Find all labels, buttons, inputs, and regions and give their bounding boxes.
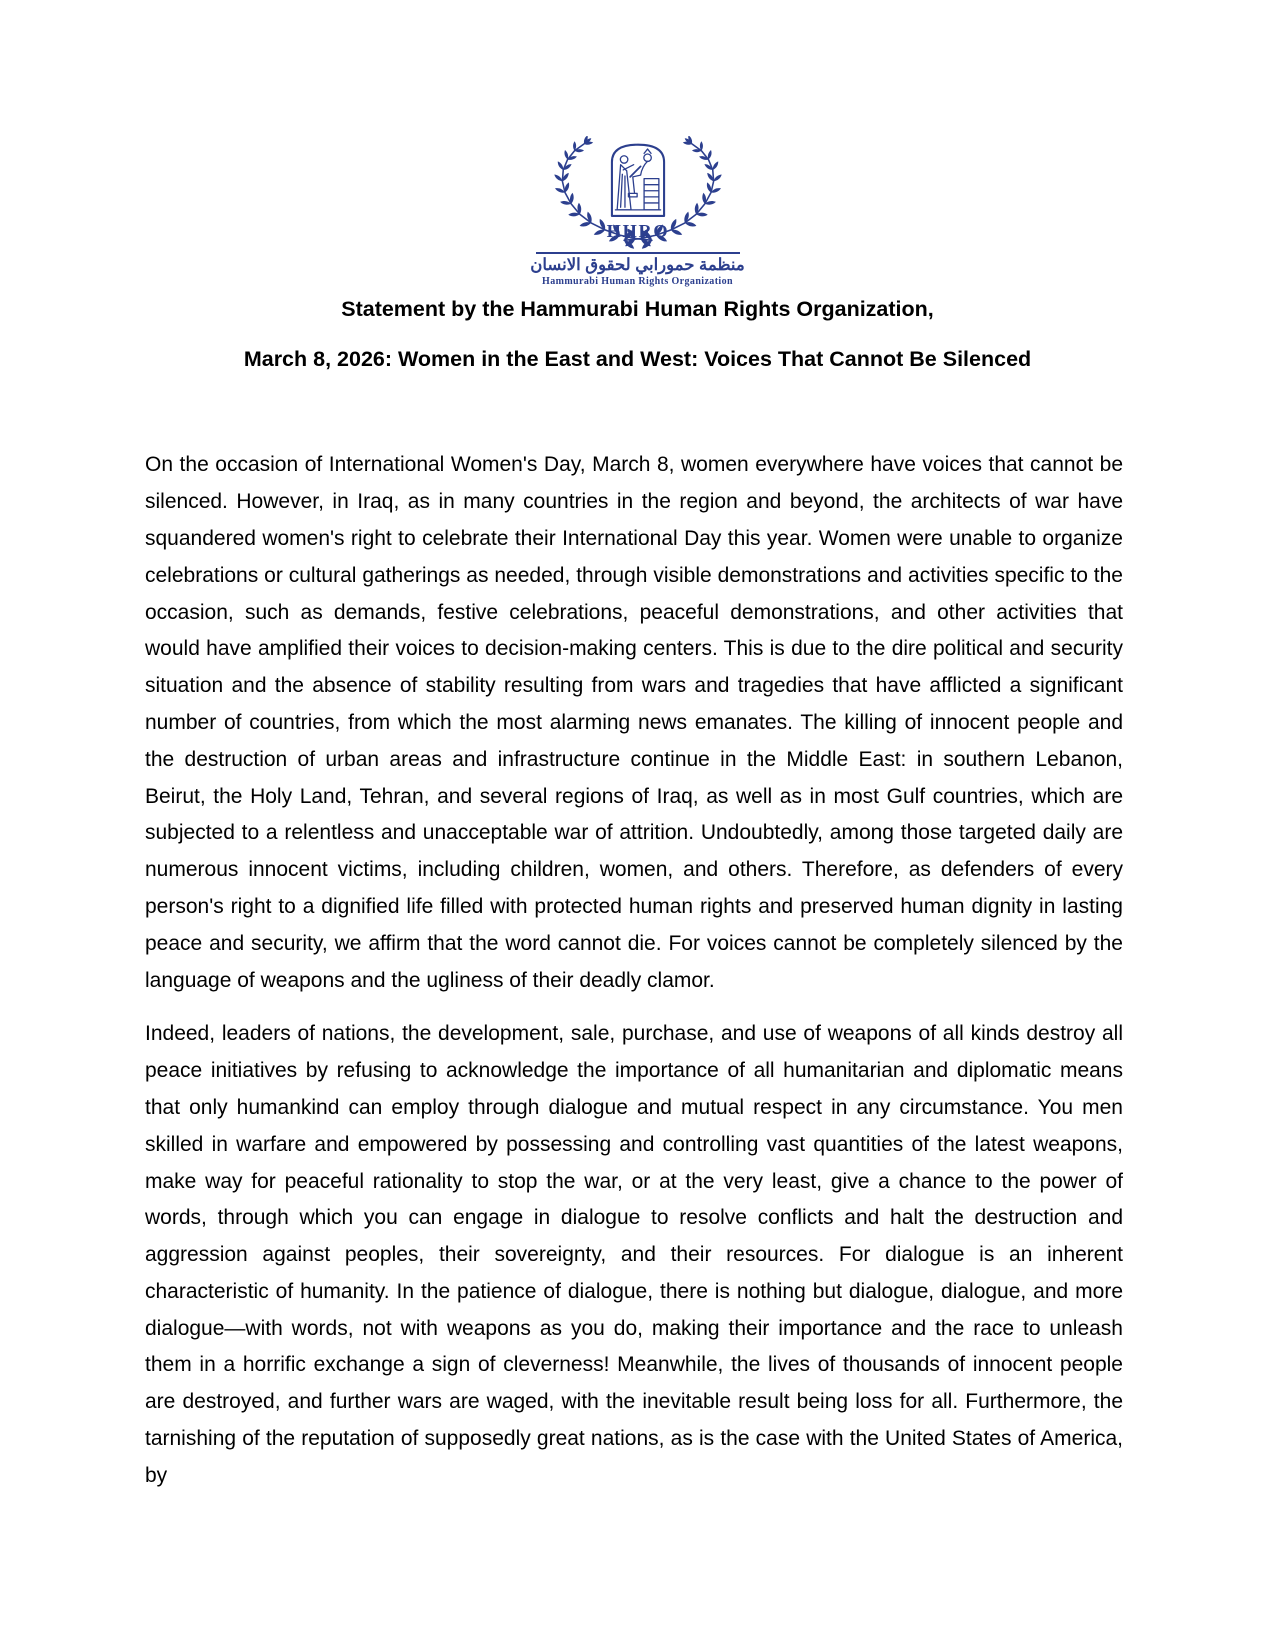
statement-paragraph-2: Indeed, leaders of nations, the development, sale, purchase, and use of weapons of all kinds destroy all peace initiatives by refusing to acknowledge the importance of all humanitarian and diplomatic means that only humankind can employ through dialogue and mutual respect in any circumstance. You men skilled in warfare and empowered by possessing and controlling vast quantities of the latest weapons, make way for peaceful rationality to stop the war, or at the very least, give a chance to the power of words, through which you can engage in dialogue to resolve conflicts and halt the destruction and aggression against peoples, their sovereignty, and their resources. For dialogue is an inherent characteristic of humanity. In the patience of dialogue, there is nothing but dialogue, dialogue, and more dialogue—with words, not with weapons as you do, making their importance and the race to unleash them in a horrific exchange a sign of cleverness! Meanwhile, the lives of thousands of innocent people are destroyed, and further wars are waged, with the inevitable result being loss for all. Furthermore, the tarnishing of the reputation of supposedly great nations, as is the case with the United States of America, by (145, 1022, 1123, 1487)
logo-arabic-name: منظمة حمورابي لحقوق الانسان (530, 256, 745, 275)
statement-paragraph-1: On the occasion of International Women's Day, March 8, women everywhere have voices that cannot be silenced. However, in Iraq, as in many countries in the region and beyond, the architects of war have squandered women's right to celebrate their International Day this year. Women were unable to organize celebrations or cultural gatherings as needed, through visible demonstrations and activities specific to the occasion, such as demands, festive celebrations, peaceful demonstrations, and other activities that would have amplified their voices to decision-making centers. This is due to the dire political and security situation and the absence of stability resulting from wars and tragedies that have afflicted a significant number of countries, from which the most alarming news emanates. The killing of innocent people and the destruction of urban areas and infrastructure continue in the Middle East: in southern Lebanon, Beirut, the Holy Land, Tehran, and several regions of Iraq, as well as in most Gulf countries, which are subjected to a relentless and unacceptable war of attrition. Undoubtedly, among those targeted daily are numerous innocent victims, including children, women, and others. Therefore, as defenders of every person's right to a dignified life filled with protected human rights and preserved human dignity in lasting peace and security, we affirm that the word cannot die. For voices cannot be completely silenced by the language of weapons and the ugliness of their deadly clamor. (145, 453, 1123, 992)
logo-english-name: Hammurabi Human Rights Organization (542, 276, 733, 288)
statement-titles (0, 296, 1275, 373)
hammurabi-stele-icon (611, 145, 663, 216)
hhro-laurel-wreath-logo-icon (538, 136, 738, 249)
organization-logo (523, 136, 753, 287)
statement-title-line2: March 8, 2026: Women in the East and West: Voices That Cannot Be Silenced (243, 347, 1032, 372)
logo-acronym: HHRO (606, 220, 669, 241)
statement-title-line1: Statement by the Hammurabi Human Rights Organization, (341, 297, 934, 322)
statement-body (145, 447, 1123, 1494)
logo-divider (536, 252, 740, 254)
